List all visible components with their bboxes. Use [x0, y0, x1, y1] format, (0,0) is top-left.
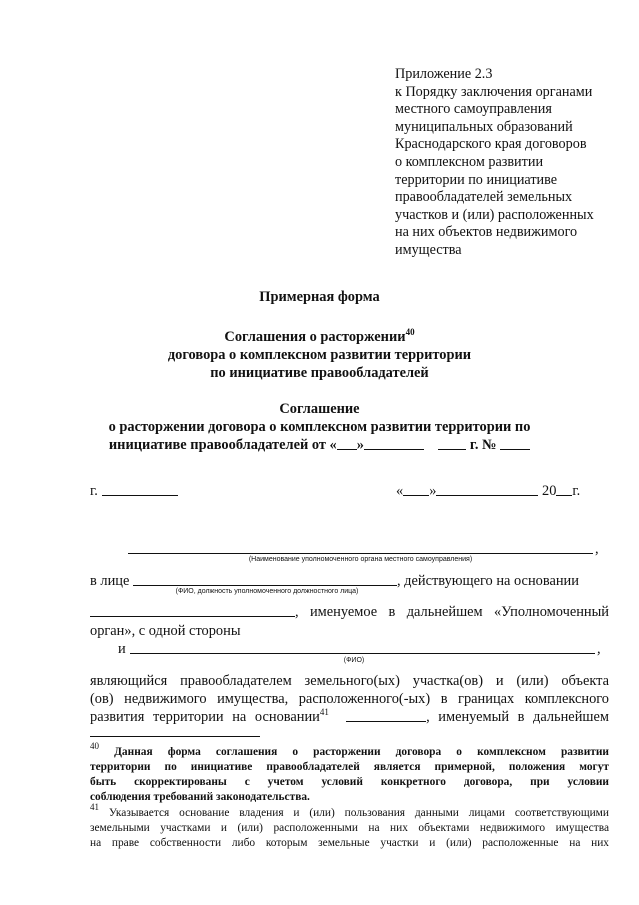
- footnote-ref-41: 41: [319, 707, 329, 717]
- heading-line-1: [0, 328, 639, 346]
- fio-blank: [130, 653, 595, 654]
- footnote-41-text: Указывается основание владения и (или) пользования данными лицами соответствующими: [108, 807, 609, 819]
- date-month-blank: [436, 483, 538, 496]
- in-person-label: в лице: [90, 573, 130, 589]
- year-blank: [438, 437, 466, 450]
- agreement-title: Соглашение: [279, 401, 360, 417]
- and-label: и: [118, 641, 126, 657]
- footnote-40-line-2: территории по инициативе правообладателей является примерной, положения могут: [90, 761, 609, 773]
- appendix-line: участков и (или) расположенных: [395, 206, 594, 223]
- agreement-subtitle-2: [0, 436, 639, 454]
- paragraph-line-3: [90, 709, 609, 726]
- date-year-prefix: 20: [542, 483, 557, 499]
- fio-caption: (ФИО): [343, 657, 365, 664]
- appendix-line: на них объектов недвижимого: [395, 224, 578, 241]
- agreement-subtitle-text: инициативе правообладателей от «: [108, 437, 337, 453]
- footnote-41-mark: 41: [90, 802, 99, 812]
- date-suffix: г.: [572, 483, 581, 499]
- agreement-subtitle-1: о расторжении договора о комплексном развитии территории по: [108, 419, 531, 435]
- date-day-blank: [403, 483, 429, 496]
- form-title: Примерная форма: [259, 289, 380, 305]
- appendix-line: местного самоуправления: [395, 101, 552, 118]
- named-authority-text: , именуемое в дальнейшем «Уполномоченный: [295, 604, 609, 620]
- appendix-line: Приложение 2.3: [395, 66, 493, 82]
- authority-blank: [128, 553, 593, 554]
- agreement-subtitle-quote: »: [356, 437, 364, 453]
- heading-line-3: по инициативе правообладателей: [210, 365, 429, 381]
- city-blank: [102, 483, 178, 496]
- appendix-line: правообладателей земельных: [395, 189, 573, 206]
- basis-number-blank: [346, 709, 426, 722]
- date-quote-close: »: [429, 483, 437, 499]
- paragraph-text: развития территории на основании: [90, 709, 320, 725]
- footnote-40-mark: 40: [90, 741, 99, 751]
- number-blank: [500, 437, 530, 450]
- date-line: [396, 482, 580, 500]
- paragraph-text-end: , именуемый в дальнейшем: [426, 709, 609, 725]
- appendix-line: Краснодарского края договоров: [395, 136, 587, 153]
- appendix-line: муниципальных образований: [395, 118, 573, 135]
- footnote-separator: [90, 736, 260, 737]
- date-quote-open: «: [396, 483, 404, 499]
- appendix-line: к Порядку заключения органами: [395, 83, 593, 100]
- footnote-41-line-3: на праве собственности либо которым земельные участки и (или) расположенные на них: [90, 837, 609, 849]
- named-authority-line-2: орган», с одной стороны: [90, 623, 241, 639]
- basis-blank: [90, 604, 295, 617]
- acting-text: , действующего на основании: [396, 573, 579, 589]
- day-blank: [337, 437, 357, 450]
- footnote-40-line-4: соблюдения требований законодательства.: [90, 791, 310, 803]
- heading-text: Соглашения о расторжении: [224, 329, 406, 345]
- agreement-number-label: г. №: [469, 437, 497, 453]
- footnote-40-line-1: [90, 741, 609, 760]
- footnote-41-line-1: [90, 802, 609, 821]
- footnote-ref-40: 40: [405, 327, 415, 337]
- authority-comma: ,: [595, 541, 599, 557]
- named-authority-line: [90, 604, 609, 621]
- city-prefix: г.: [90, 483, 98, 499]
- month-blank: [364, 437, 424, 450]
- appendix-line: о комплексном развитии: [395, 153, 544, 170]
- authority-caption: (Наименование уполномоченного органа местного самоуправления): [248, 556, 473, 563]
- heading-line-2: договора о комплексном развитии территории: [167, 347, 472, 363]
- official-blank: [133, 573, 397, 586]
- place-line: [90, 482, 178, 500]
- appendix-line: территории по инициативе: [395, 171, 558, 188]
- footnote-40-line-3: быть скорректированы с учетом условий конкретного договора, при условии: [90, 776, 609, 788]
- official-caption: (ФИО, должность уполномоченного должностного лица): [175, 588, 359, 595]
- paragraph-line-2: (ов) недвижимого имущества, расположенного(-ых) в границах комплексного: [90, 691, 609, 707]
- footnote-40-text: Данная форма соглашения о расторжении договора о комплексном развитии: [114, 746, 609, 758]
- paragraph-line-1: являющийся правообладателем земельного(ых) участка(ов) и (или) объекта: [90, 673, 609, 689]
- footnote-41-line-2: земельными участками и (или) расположенными на них объектами недвижимого имущества: [90, 822, 609, 834]
- date-year-blank: [556, 483, 572, 496]
- appendix-header: [395, 66, 625, 260]
- appendix-line: имущества: [395, 241, 462, 258]
- fio-comma: ,: [597, 641, 601, 657]
